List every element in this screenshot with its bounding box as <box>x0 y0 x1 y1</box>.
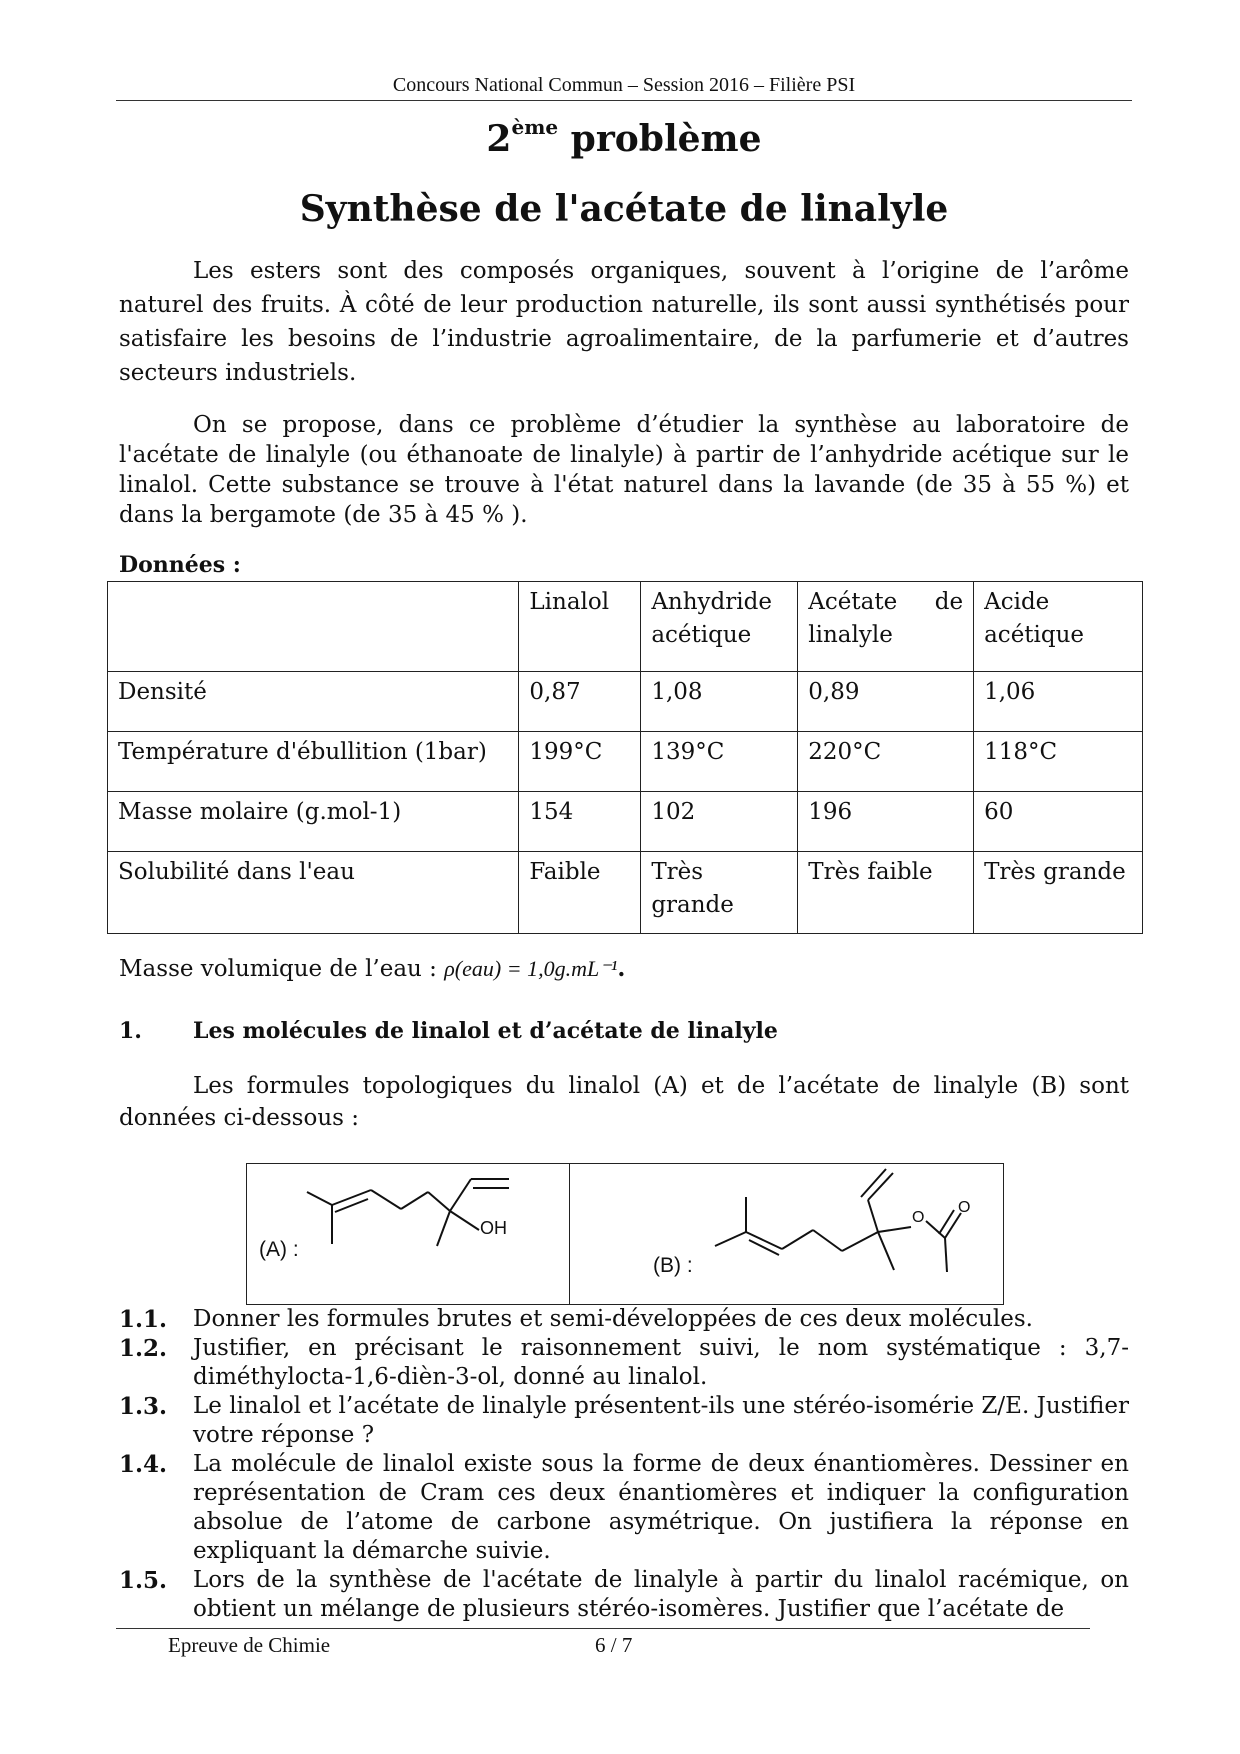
problem-ordinal: 2 <box>486 118 512 160</box>
question-text: Donner les formules brutes et semi-développées de ces deux molécules. <box>193 1306 1033 1332</box>
page-header: Concours National Commun – Session 2016 – Filière PSI <box>392 74 856 96</box>
table-cell: 60 <box>974 792 1143 852</box>
data-table <box>107 581 1143 934</box>
question-text: Justifier, en précisant le raisonnement suivi, le nom systématique : 3,7-diméthylocta-1,6-dièn-3-ol, donné au linalol. <box>193 1335 1129 1390</box>
section-number: 1. <box>119 1018 142 1044</box>
table-cell: 1,06 <box>974 672 1143 732</box>
header-rule <box>116 100 1132 101</box>
label-a: (A) : <box>259 1238 299 1261</box>
table-row <box>108 792 1143 852</box>
table-cell: 220°C <box>798 732 974 792</box>
table-header-cell: Anhydride acétique <box>641 582 798 672</box>
oh-label: OH <box>480 1218 507 1238</box>
table-cell: Température d'ébullition (1bar) <box>108 732 519 792</box>
section-title: Les molécules de linalol et d’acétate de linalyle <box>193 1018 778 1044</box>
table-cell: Masse molaire (g.mol-1) <box>108 792 519 852</box>
table-header-cell: Acide acétique <box>974 582 1143 672</box>
section-1-intro: Les formules topologiques du linalol (A) et de l’acétate de linalyle (B) sont données ci-dessous : <box>119 1073 1129 1131</box>
table-cell: Faible <box>519 852 641 934</box>
table-cell: 196 <box>798 792 974 852</box>
water-density-end: . <box>617 955 626 982</box>
intro-paragraph-2: On se propose, dans ce problème d’étudier la synthèse au laboratoire de l'acétate de linalyle (ou éthanoate de linalyle) à partir de l’anhydride acétique sur le linalol. Cette substance se trouve à l'état naturel dans la lavande (de 35 à 55 %) et dans la bergamote (de 35 à 45 % ). <box>119 412 1129 528</box>
table-cell: 139°C <box>641 732 798 792</box>
intro-paragraph-1: Les esters sont des composés organiques, souvent à l’origine de l’arôme naturel des fruits. À côté de leur production naturelle, ils sont aussi synthétisés pour satisfaire les besoins de l’industrie agroalimentaire, de la parfumerie et d’autres secteurs industriels. <box>119 258 1129 386</box>
question-number: 1.3. <box>119 1393 168 1420</box>
question-1-1 <box>119 1305 1129 1334</box>
question-1-5 <box>119 1566 1129 1624</box>
question-number: 1.4. <box>119 1451 168 1478</box>
water-density-label: Masse volumique de l’eau : <box>119 956 437 982</box>
table-row <box>108 852 1143 934</box>
question-text: Lors de la synthèse de l'acétate de linalyle à partir du linalol racémique, on obtient un mélange de plusieurs stéréo-isomères. Justifier que l’acétate de <box>193 1567 1129 1622</box>
table-cell: 154 <box>519 792 641 852</box>
table-cell: 0,89 <box>798 672 974 732</box>
problem-word: problème <box>570 118 762 160</box>
footer-title: Epreuve de Chimie <box>168 1633 331 1657</box>
question-number: 1.2. <box>119 1335 168 1362</box>
carbonyl-o-label: O <box>958 1199 971 1216</box>
question-text: La molécule de linalol existe sous la forme de deux énantiomères. Dessiner en représentation de Cram ces deux énantiomères et indiquer la configuration absolue de l’atome de carbone asymétrique. On justifiera la réponse en expliquant la démarche suivie. <box>193 1451 1129 1564</box>
water-density-formula: ρ(eau) = 1,0g.mL⁻¹ <box>444 956 618 981</box>
ester-o-label: O <box>912 1209 925 1226</box>
table-header-row <box>108 582 1143 672</box>
table-cell: 102 <box>641 792 798 852</box>
problem-subtitle: Synthèse de l'acétate de linalyle <box>299 188 949 230</box>
problem-ordinal-suffix: ème <box>511 115 559 139</box>
table-cell: 1,08 <box>641 672 798 732</box>
table-cell: Très grande <box>641 852 798 934</box>
table-row <box>108 732 1143 792</box>
question-1-2 <box>119 1334 1129 1392</box>
table-cell: Densité <box>108 672 519 732</box>
table-header-cell: Acétate de linalyle <box>798 582 974 672</box>
problem-title <box>116 115 1132 160</box>
linalol-structure <box>307 1179 509 1246</box>
question-number: 1.1. <box>119 1306 168 1333</box>
footer-rule <box>116 1628 1090 1629</box>
question-1-3 <box>119 1392 1129 1450</box>
molecule-structures-svg <box>247 1164 1003 1304</box>
question-number: 1.5. <box>119 1567 168 1594</box>
table-cell: Très faible <box>798 852 974 934</box>
molecule-figure <box>246 1163 1004 1305</box>
table-header-cell <box>108 582 519 672</box>
section-1-heading <box>119 1018 778 1044</box>
water-density-line <box>119 955 625 982</box>
table-cell: 118°C <box>974 732 1143 792</box>
table-row <box>108 672 1143 732</box>
question-text: Le linalol et l’acétate de linalyle présentent-ils une stéréo-isomérie Z/E. Justifier votre réponse ? <box>193 1393 1129 1448</box>
table-cell: Très grande <box>974 852 1143 934</box>
table-cell: Solubilité dans l'eau <box>108 852 519 934</box>
table-cell: 199°C <box>519 732 641 792</box>
label-b: (B) : <box>653 1254 693 1277</box>
question-1-4 <box>119 1450 1129 1566</box>
table-cell: 0,87 <box>519 672 641 732</box>
table-header-cell: Linalol <box>519 582 641 672</box>
donnees-label: Données : <box>119 552 241 578</box>
page-number: 6 / 7 <box>595 1633 633 1657</box>
